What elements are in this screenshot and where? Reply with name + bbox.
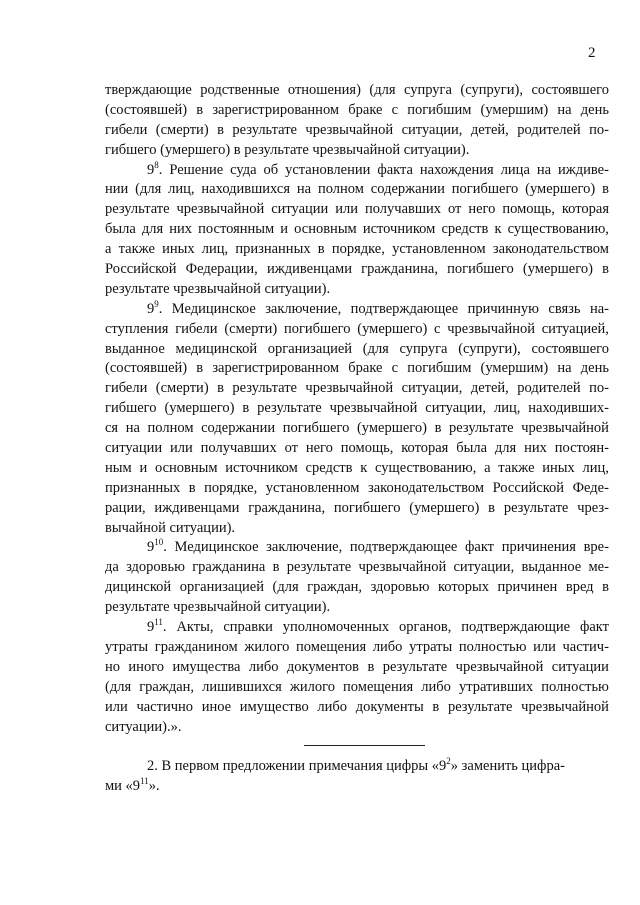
word: суда xyxy=(230,161,257,178)
word: гибели xyxy=(105,380,148,397)
word: законодательством xyxy=(492,241,609,258)
word: Российской xyxy=(492,479,565,496)
word: иждивенцами xyxy=(266,261,352,278)
word: в xyxy=(217,121,224,138)
word: иждиве- xyxy=(558,161,609,178)
word: на xyxy=(536,161,552,178)
word: находивших- xyxy=(528,400,609,417)
word: (умершим) xyxy=(480,101,549,118)
word: полном xyxy=(147,420,194,437)
word: (смерти) xyxy=(224,320,278,337)
word: тверждающие xyxy=(105,82,192,98)
word: (состоявшей) xyxy=(105,360,188,377)
word: результате xyxy=(447,698,513,715)
word: чрезвычайной xyxy=(521,698,609,715)
word: заключение, xyxy=(265,300,342,317)
word: находившихся xyxy=(201,181,290,198)
word: (умершего) xyxy=(357,320,428,337)
word: результате xyxy=(257,400,322,417)
paragraph-number: $9^9$. xyxy=(147,298,163,317)
text-line xyxy=(105,200,609,220)
word: здоровью xyxy=(126,559,185,576)
word: средств xyxy=(305,459,353,476)
text-line xyxy=(105,618,609,638)
word: граждан, xyxy=(307,579,363,596)
word: признанных xyxy=(105,479,181,496)
word: получавших xyxy=(200,440,277,457)
word: гражданина, xyxy=(248,499,326,516)
word: Российской xyxy=(105,261,177,278)
word: нахождения xyxy=(419,161,494,178)
word: в xyxy=(367,658,375,675)
amendment-superscript: 2 xyxy=(446,756,451,767)
word: и xyxy=(139,459,148,476)
paragraph-item-2 xyxy=(105,757,609,797)
word: выданное xyxy=(521,559,582,576)
word: нии xyxy=(105,181,129,198)
word: в xyxy=(196,101,204,118)
word: для xyxy=(141,221,164,238)
word: заключение, xyxy=(266,539,343,556)
paragraph-number: $9^8$. xyxy=(147,159,163,178)
word: ситуации xyxy=(271,201,329,218)
word: в xyxy=(602,261,609,278)
amendment-text: » заменить цифра- xyxy=(450,758,565,775)
word: (супруги), xyxy=(460,82,523,98)
word: имущества xyxy=(172,658,241,675)
text-line xyxy=(105,240,609,260)
text-line xyxy=(105,558,609,578)
word: факт xyxy=(465,539,495,556)
word: иждивенцами xyxy=(154,499,240,516)
text-line xyxy=(105,777,609,797)
text-line: результате чрезвычайной ситуации). xyxy=(105,280,331,297)
word: которых xyxy=(437,579,489,596)
word: имущество xyxy=(239,698,309,715)
word: на xyxy=(557,101,572,118)
word: погибшего xyxy=(282,420,350,437)
word: по- xyxy=(589,380,609,397)
word: гражданина xyxy=(192,559,266,576)
word: результате xyxy=(286,559,352,576)
word: установленном xyxy=(392,241,486,258)
paragraph-superscript: 11 xyxy=(154,617,163,628)
end-divider-line xyxy=(304,745,425,746)
word: погибшего xyxy=(451,181,519,198)
word: а xyxy=(105,241,112,258)
word: существованию, xyxy=(507,221,609,238)
word: с xyxy=(391,360,399,377)
word: (умершего) xyxy=(525,181,596,198)
word: ся xyxy=(105,420,119,437)
word: (умершим) xyxy=(480,360,549,377)
word: лица xyxy=(500,161,530,178)
word: результате xyxy=(449,420,514,437)
word: по- xyxy=(589,121,609,138)
word: на xyxy=(125,420,140,437)
word: но xyxy=(105,658,121,675)
word: с xyxy=(434,320,441,337)
word: зарегистрированном xyxy=(212,101,340,118)
word: была xyxy=(456,440,488,457)
word: помещения xyxy=(343,678,414,695)
word: или xyxy=(105,698,128,715)
word: в xyxy=(488,499,495,516)
word: документов xyxy=(286,658,360,675)
text-line xyxy=(105,757,609,777)
word: лиц, xyxy=(582,459,609,476)
word: на xyxy=(296,181,312,198)
word: зарегистрированном xyxy=(212,360,340,377)
text-line xyxy=(105,81,609,101)
word: в xyxy=(317,241,325,258)
word: в xyxy=(242,400,250,417)
word: погибшим xyxy=(407,101,472,118)
word: в xyxy=(602,181,609,198)
word: (умершего) xyxy=(522,261,593,278)
paragraph-9-10 xyxy=(105,538,609,618)
word: Федерации, xyxy=(185,261,258,278)
word: них xyxy=(524,440,547,457)
word: организацией xyxy=(267,340,353,357)
word: результате xyxy=(232,121,297,138)
word: либо xyxy=(248,658,279,675)
paragraph-superscript: 8 xyxy=(154,159,159,170)
word: источником xyxy=(225,459,298,476)
word: и xyxy=(280,221,289,238)
word: (умершего) xyxy=(409,499,480,516)
word: чрезвычайной xyxy=(447,320,535,337)
word: с xyxy=(391,101,399,118)
word: чрезвычайной xyxy=(329,400,418,417)
text-line xyxy=(105,658,609,678)
word: основным xyxy=(294,221,357,238)
word: иных xyxy=(542,459,575,476)
text-line xyxy=(105,101,609,121)
word: него xyxy=(305,440,333,457)
word: в xyxy=(272,559,280,576)
word: получавших xyxy=(364,201,442,218)
word: или xyxy=(170,440,193,457)
word: полном xyxy=(317,181,364,198)
word: состоявшего xyxy=(531,82,609,98)
word: средств xyxy=(441,221,489,238)
word: от xyxy=(284,440,298,457)
word: чрезвычайной xyxy=(176,201,265,218)
word: постоян- xyxy=(554,440,609,457)
word: (состоявшей) xyxy=(105,101,188,118)
word: частично xyxy=(136,698,194,715)
word: утраты xyxy=(105,638,149,655)
text-line: вычайной ситуации). xyxy=(105,519,236,536)
text-line xyxy=(105,161,609,181)
word: граждан, xyxy=(139,678,195,695)
word: ситуации xyxy=(105,440,163,457)
word: (умершего) xyxy=(356,420,427,437)
word: или xyxy=(335,201,359,218)
word: рации, xyxy=(105,499,146,516)
word: либо xyxy=(372,638,403,655)
text-line xyxy=(105,260,609,280)
word: гибели xyxy=(175,320,218,337)
word: полностью xyxy=(541,678,609,695)
word: гибшего xyxy=(105,400,157,417)
text-line xyxy=(105,698,609,718)
word: (смерти) xyxy=(155,121,209,138)
word: Феде- xyxy=(572,479,609,496)
word: (для xyxy=(135,181,162,198)
word: детей, xyxy=(470,121,509,138)
word: (для xyxy=(362,340,389,357)
word: (смерти) xyxy=(155,380,209,397)
word: полностью xyxy=(458,638,527,655)
word: погибшего xyxy=(447,261,514,278)
word: существованию, xyxy=(375,459,477,476)
text-line xyxy=(105,419,609,439)
text-line xyxy=(105,340,609,360)
word: установленном xyxy=(265,479,360,496)
word: либо xyxy=(421,678,451,695)
word: иное xyxy=(201,698,232,715)
word: а xyxy=(484,459,491,476)
word: (умершего) xyxy=(164,400,235,417)
word: результате xyxy=(105,201,170,218)
text-line xyxy=(105,320,609,340)
paragraph-number: $9^{11}$. xyxy=(147,617,167,636)
word: гражданином xyxy=(154,638,238,655)
text-line: ситуации).». xyxy=(105,718,182,735)
text-line: гибшего (умершего) в результате чрезвычайной ситуации). xyxy=(105,141,470,158)
word: лиц, xyxy=(168,181,195,198)
word: ме- xyxy=(588,559,609,576)
word: (для xyxy=(272,579,299,596)
word: день xyxy=(580,360,609,377)
word: результате xyxy=(503,499,569,516)
word: здоровью xyxy=(370,579,430,596)
amendment-text: 2. В первом предложении примечания цифры «9 xyxy=(147,758,447,775)
word: чрезвычайной xyxy=(305,121,394,138)
word: в xyxy=(188,479,196,496)
word: была xyxy=(105,221,136,238)
text-line: результате чрезвычайной ситуации). xyxy=(105,599,331,616)
text-line xyxy=(105,220,609,240)
word: установлении xyxy=(285,161,371,178)
paragraph-superscript: 10 xyxy=(154,537,164,548)
word: них xyxy=(169,221,193,238)
word: связь xyxy=(548,300,581,317)
text-line xyxy=(105,379,609,399)
word: чрезвычайной xyxy=(358,559,447,576)
word: результате xyxy=(382,658,448,675)
word: день xyxy=(580,101,609,118)
word: гибели xyxy=(105,121,148,138)
word: факт xyxy=(579,619,609,636)
word: ситуации, xyxy=(425,400,487,417)
amendment-text: ». xyxy=(148,778,160,795)
word: отношения) xyxy=(287,82,361,98)
word: ступления xyxy=(105,320,169,337)
text-line xyxy=(105,499,609,519)
word: документы xyxy=(355,698,424,715)
word: порядке, xyxy=(331,241,385,258)
paragraph-9-9 xyxy=(105,300,609,539)
word: результате xyxy=(232,380,297,397)
word: признанных xyxy=(235,241,311,258)
word: детей, xyxy=(470,380,509,397)
word: в xyxy=(432,698,440,715)
word: организацией xyxy=(179,579,264,596)
word: которая xyxy=(401,440,449,457)
text-line xyxy=(105,121,609,141)
word: уполномоченных xyxy=(282,619,390,636)
word: подтверждающее xyxy=(349,539,458,556)
amendment-text: ми «9 xyxy=(105,778,141,795)
paragraph-continuation xyxy=(105,81,609,161)
document-body xyxy=(105,81,609,797)
word: супруга xyxy=(399,340,448,357)
word: причинен xyxy=(497,579,558,596)
word: также xyxy=(498,459,535,476)
word: ситуации, xyxy=(401,380,463,397)
word: него xyxy=(468,201,496,218)
word: чрезвычайной xyxy=(521,420,609,437)
word: также xyxy=(118,241,155,258)
word: жилого xyxy=(244,638,290,655)
word: утраты xyxy=(409,638,453,655)
word: помещения xyxy=(296,638,367,655)
word: или xyxy=(533,638,556,655)
word: лиц, xyxy=(493,400,521,417)
word: помощь, xyxy=(502,201,555,218)
text-line xyxy=(105,180,609,200)
word: утративших xyxy=(458,678,534,695)
word: да xyxy=(105,559,119,576)
word: чрез- xyxy=(577,499,609,516)
word: ситуации, xyxy=(401,121,463,138)
word: (для xyxy=(369,82,396,98)
paragraph-9-8 xyxy=(105,161,609,300)
paragraph-superscript: 9 xyxy=(154,298,159,309)
word: ситуации, xyxy=(453,559,515,576)
word: иных xyxy=(162,241,195,258)
word: к xyxy=(494,221,502,238)
word: погибшего xyxy=(283,320,351,337)
word: об xyxy=(263,161,279,178)
word: медицинской xyxy=(175,340,258,357)
word: Медицинское xyxy=(174,539,259,556)
word: от xyxy=(448,201,462,218)
word: (для xyxy=(105,678,132,695)
word: на xyxy=(557,360,572,377)
word: супруга xyxy=(403,82,452,98)
word: лиц, xyxy=(201,241,229,258)
text-line xyxy=(105,439,609,459)
word: ным xyxy=(105,459,132,476)
text-line xyxy=(105,300,609,320)
word: чрезвычайной xyxy=(305,380,394,397)
text-line xyxy=(105,538,609,558)
word: родителей xyxy=(517,380,581,397)
page-number: 2 xyxy=(588,45,596,61)
word: законодательством xyxy=(367,479,485,496)
text-line-words xyxy=(105,777,160,797)
word: состоявшего xyxy=(531,340,609,357)
paragraph-number: $9^{10}$. xyxy=(147,537,167,556)
word: содержании xyxy=(201,420,276,437)
word: для xyxy=(494,440,517,457)
word: в xyxy=(196,360,204,377)
word: либо xyxy=(317,698,348,715)
word: основным xyxy=(154,459,218,476)
word: дицинской xyxy=(105,579,172,596)
word: к xyxy=(360,459,368,476)
word: подтверждающее xyxy=(350,300,459,317)
word: содержании xyxy=(370,181,445,198)
amendment-superscript: 11 xyxy=(140,776,149,787)
word: органов, xyxy=(399,619,452,636)
text-line xyxy=(105,578,609,598)
word: погибшим xyxy=(407,360,472,377)
word: родителей xyxy=(517,121,581,138)
word: в xyxy=(434,420,442,437)
word: порядке, xyxy=(204,479,258,496)
paragraph-gap xyxy=(105,737,609,757)
word: жилого xyxy=(289,678,335,695)
word: Решение xyxy=(169,161,224,178)
word: лишившихся xyxy=(202,678,282,695)
text-line xyxy=(105,399,609,419)
text-line xyxy=(105,678,609,698)
word: ситуацией, xyxy=(541,320,609,337)
word: на- xyxy=(589,300,609,317)
word: вре- xyxy=(583,539,609,556)
text-line xyxy=(105,638,609,658)
text-line-words xyxy=(147,757,565,777)
word: чрезвычайной xyxy=(455,658,544,675)
word: подтверждающие xyxy=(461,619,571,636)
word: вред xyxy=(565,579,594,596)
word: выданное xyxy=(105,340,165,357)
word: причинения xyxy=(501,539,576,556)
word: Медицинское xyxy=(171,300,256,317)
word: источником xyxy=(362,221,436,238)
word: погибшего xyxy=(333,499,401,516)
word: браке xyxy=(348,101,383,118)
word: в xyxy=(602,579,609,596)
word: иного xyxy=(128,658,165,675)
word: Акты, xyxy=(176,619,214,636)
word: родственные xyxy=(200,82,280,98)
word: причинную xyxy=(467,300,539,317)
word: гражданина, xyxy=(361,261,438,278)
word: факта xyxy=(377,161,413,178)
word: частич- xyxy=(562,638,609,655)
word: браке xyxy=(348,360,383,377)
word: (супруги), xyxy=(458,340,521,357)
word: справки xyxy=(223,619,273,636)
word: ситуации xyxy=(551,658,609,675)
word: которая xyxy=(561,201,609,218)
text-line xyxy=(105,459,609,479)
word: в xyxy=(217,380,224,397)
word: помощь, xyxy=(340,440,394,457)
text-line xyxy=(105,359,609,379)
paragraph-9-11 xyxy=(105,618,609,737)
word: постоянным xyxy=(198,221,275,238)
text-line xyxy=(105,479,609,499)
